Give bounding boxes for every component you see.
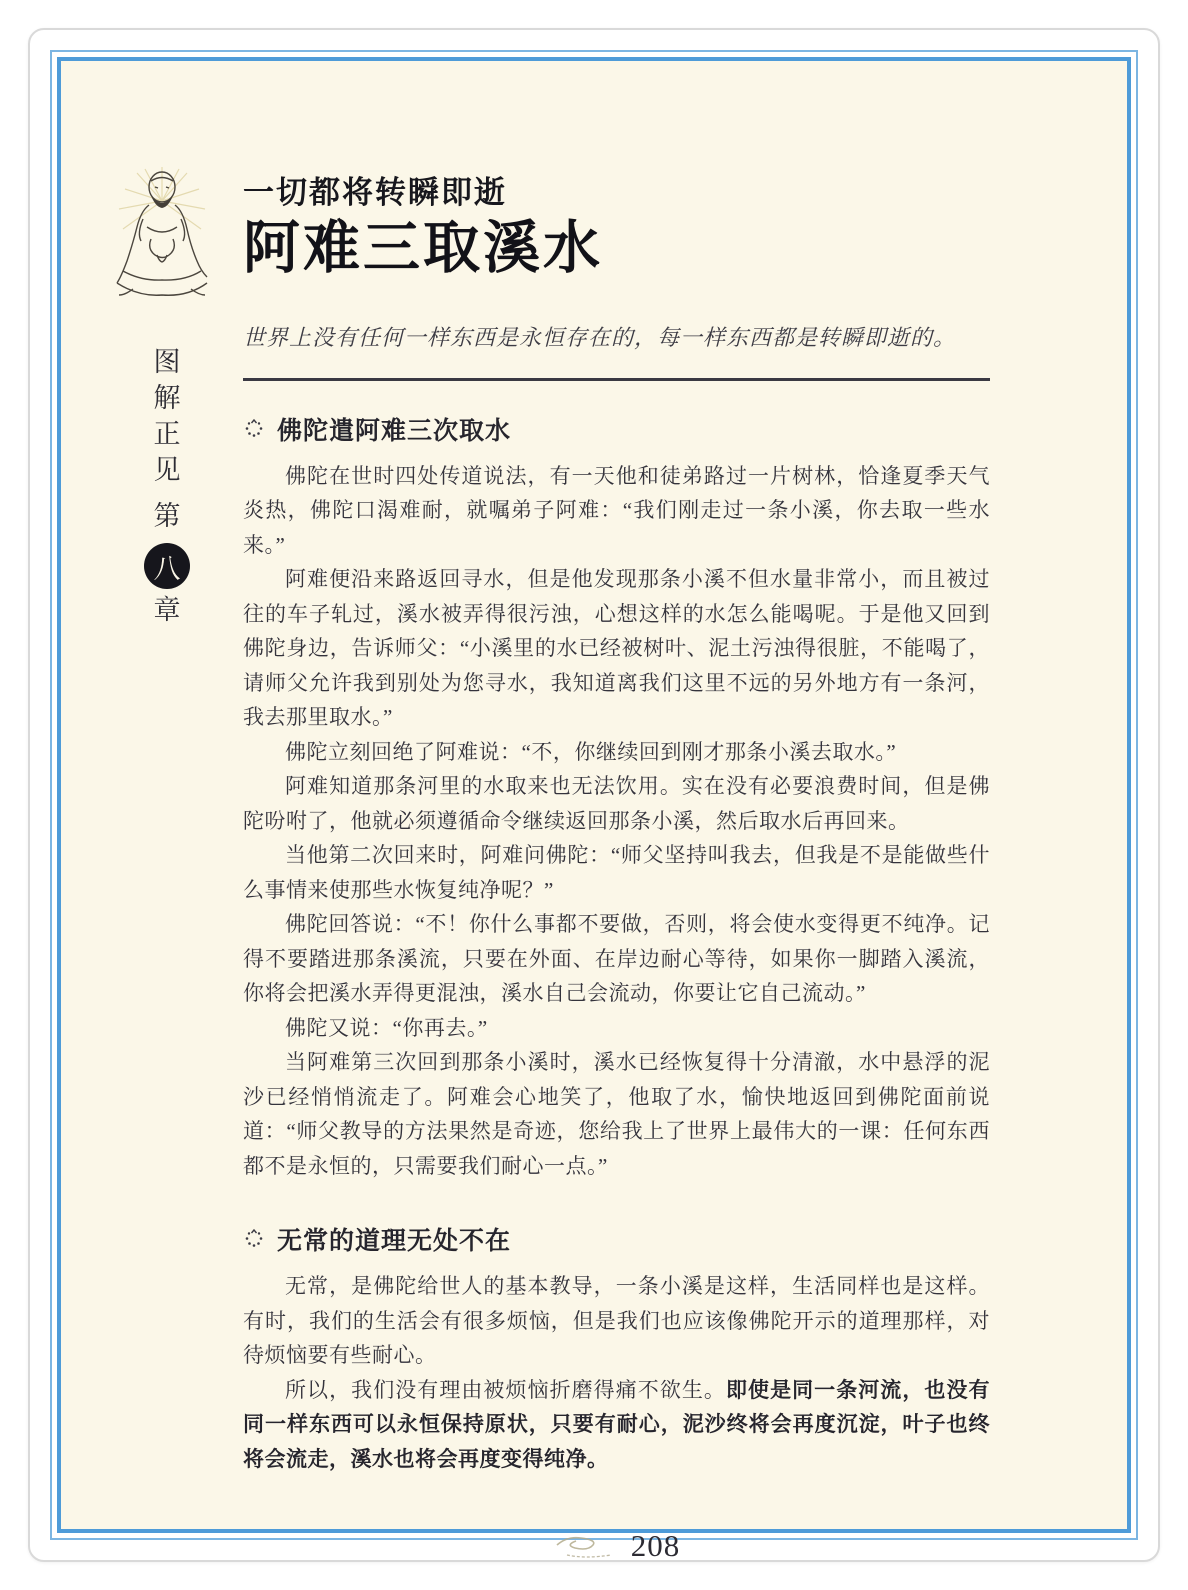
buddha-illustration-icon: [103, 161, 221, 309]
section-1-heading: [243, 411, 990, 447]
inner-blue-frame: [57, 57, 1131, 1564]
series-title-char: 图: [153, 347, 181, 377]
main-column: [243, 61, 990, 1564]
book-page-card: [28, 28, 1160, 1562]
paragraph-bold-text: 即使是同一条河流，也没有同一样东西可以永恒保持原状，只要有耐心，泥沙终将会再度沉淀，叶子也终将会流走，溪水也将会再度变得纯净。: [243, 1377, 990, 1471]
paragraph: 佛陀在世时四处传道说法，有一天他和徒弟路过一片树林，恰逢夏季天气炎热，佛陀口渴难耐，就嘱弟子阿难：“我们刚走过一条小溪，你去取一些水来。”: [243, 463, 990, 557]
chapter-number-badge: [144, 543, 190, 589]
series-title-char: 正: [153, 419, 181, 449]
paragraph: 阿难便沿来路返回寻水，但是他发现那条小溪不但水量非常小，而且被过往的车子轧过，溪水被弄得很污浊，心想这样的水怎么能喝呢。于是他又回到佛陀身边，告诉师父：“小溪里的水已经被树叶、泥土污浊得很脏，不能喝了，请师父允许我到别处为您寻水，我知道离我们这里不远的另外地方有一条河，我去那里取水。”: [243, 567, 990, 730]
paragraph-normal-text: 所以，我们没有理由被烦恼折磨得痛不欲生。: [285, 1377, 726, 1402]
page-number: 208: [630, 1528, 681, 1564]
section-1-title: 佛陀遣阿难三次取水: [277, 417, 512, 445]
intro-quote: 世界上没有任何一样东西是永恒存在的，每一样东西都是转瞬即逝的。: [243, 324, 957, 350]
series-title-char: 解: [153, 383, 181, 413]
section-2-title: 无常的道理无处不在: [277, 1228, 512, 1256]
chapter-sidebar: [149, 349, 185, 633]
paragraph: 佛陀又说：“你再去。”: [285, 1015, 488, 1040]
paragraph: 阿难知道那条河里的水取来也无法饮用。实在没有必要浪费时间，但是佛陀吩咐了，他就必须遵循命令继续返回那条小溪，然后取水后再回来。: [243, 774, 990, 833]
section-divider: [243, 378, 990, 381]
paragraph: 无常，是佛陀给世人的基本教导，一条小溪是这样，生活同样也是这样。有时，我们的生活会有很多烦恼，但是我们也应该像佛陀开示的道理那样，对待烦恼要有些耐心。: [243, 1274, 990, 1368]
flourish-icon: [553, 1531, 625, 1561]
paragraph: 当他第二次回来时，阿难问佛陀：“师父坚持叫我去，但我是不是能做些什么事情来使那些水恢复纯净呢？”: [243, 843, 990, 902]
lotus-dots-icon: [243, 1228, 265, 1250]
series-title-char: 见: [153, 455, 181, 485]
chapter-number: 八: [153, 553, 181, 584]
page-title: 阿难三取溪水: [243, 217, 603, 280]
page-footer: [243, 1528, 990, 1564]
page-surface: [61, 61, 1127, 1564]
lotus-dots-icon: [243, 418, 265, 440]
outer-blue-frame: [50, 50, 1138, 1564]
emphasis-paragraph: [243, 1373, 990, 1477]
chapter-eyebrow: 一切都将转瞬即逝: [243, 175, 507, 210]
chapter-suffix: 章: [153, 595, 181, 625]
chapter-prefix: 第: [153, 501, 181, 531]
section-2-heading: [243, 1221, 990, 1257]
paragraph: 佛陀回答说：“不！你什么事都不要做，否则，将会使水变得更不纯净。记得不要踏进那条溪流，只要在外面、在岸边耐心等待，如果你一脚踏入溪流，你将会把溪水弄得更混浊，溪水自己会流动，你要让它自己流动。”: [243, 912, 990, 1006]
paragraph: 当阿难第三次回到那条小溪时，溪水已经恢复得十分清澈，水中悬浮的泥沙已经悄悄流走了。阿难会心地笑了，他取了水，愉快地返回到佛陀面前说道：“师父教导的方法果然是奇迹，您给我上了世界上最伟大的一课：任何东西都不是永恒的，只需要我们耐心一点。”: [243, 1050, 990, 1178]
paragraph: 佛陀立刻回绝了阿难说：“不，你继续回到刚才那条小溪去取水。”: [285, 739, 897, 764]
